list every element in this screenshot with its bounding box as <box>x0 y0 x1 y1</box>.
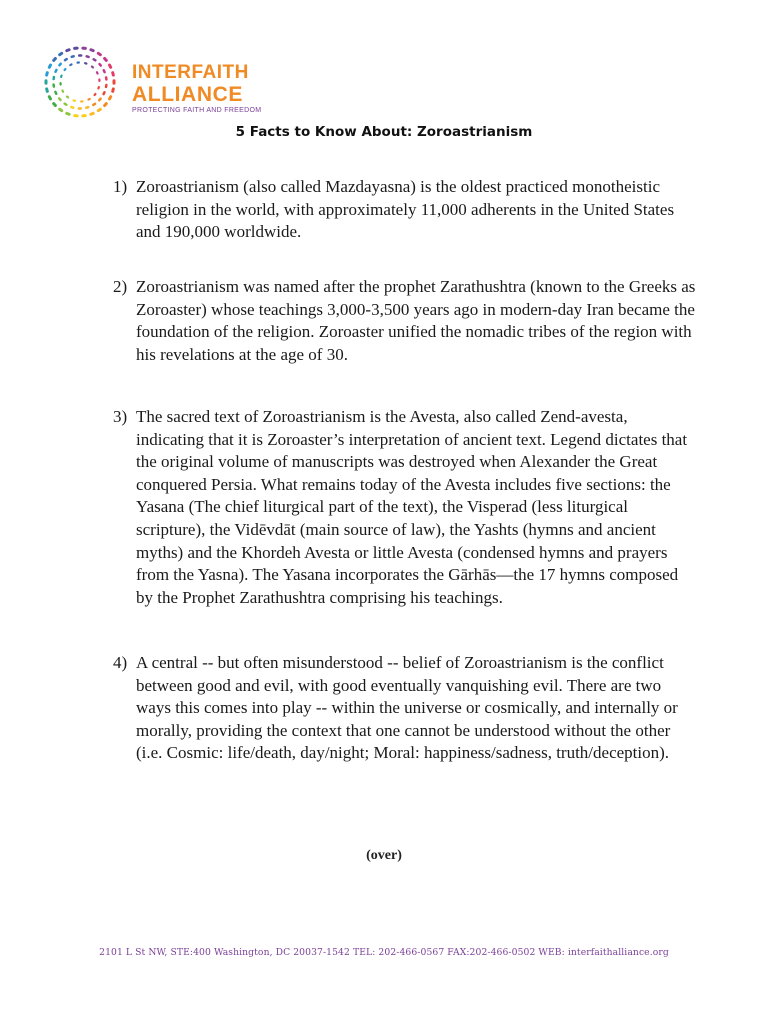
logo-dot <box>58 62 63 67</box>
logo-dot <box>63 57 68 62</box>
fact-text: Zoroastrianism (also called Mazdayasna) is the oldest practiced monotheistic religion in the world, with approximately 11,000 adherents in the United States and 190,000 worldwide. <box>136 177 675 242</box>
logo-dot <box>87 97 91 101</box>
logo-dot <box>105 84 108 89</box>
letterhead <box>40 42 340 122</box>
logo-dot <box>52 101 58 107</box>
fact-item <box>113 176 698 244</box>
logo-dot <box>54 90 58 95</box>
logo-dot <box>47 63 52 69</box>
logo-dot <box>85 106 90 110</box>
logo-dot <box>60 74 63 78</box>
footer-contact-line: 2101 L St NW, STE:400 Washington, DC 20037-1542 TEL: 202-466-0567 FAX:202-466-0502 WEB: interfaithalliance.org <box>99 947 669 958</box>
logo-dot <box>76 61 80 64</box>
logo-dot <box>72 99 76 102</box>
fact-text: Zoroastrianism was named after the prophet Zarathushtra (known to the Greeks as Zoroaster) whose teachings 3,000-3,500 years ago in modern-day Iran became the foundation of the religion. Zoroaster unified the nomadic tribes of the region with his revelations at the age of 30. <box>136 277 696 364</box>
fact-item <box>113 406 698 609</box>
fact-text: A central -- but often misunderstood -- belief of Zoroastrianism is the conflict between good and evil, with good eventually vanquishing evil. There are two ways this comes into play -- within the universe or cosmically, and internally or morally, providing the context that one cannot be understood without the other (i.e. Cosmic: life/death, day/night; Moral: happiness/sadness, truth/deception). <box>136 653 678 763</box>
logo-dot <box>96 107 102 113</box>
logo-dot <box>89 111 95 116</box>
logo-dot <box>113 79 116 85</box>
logo-dot <box>97 97 102 102</box>
logo-dot <box>96 51 102 57</box>
logo-dot <box>52 56 58 62</box>
logo-dot <box>103 56 109 62</box>
logo-dot <box>97 86 100 90</box>
logo-dot <box>63 102 68 107</box>
logo-dot <box>102 91 106 96</box>
logo-dot <box>111 71 115 77</box>
logo-dot <box>70 106 75 110</box>
org-name-line2: ALLIANCE <box>132 83 243 106</box>
logo-dot <box>103 101 109 107</box>
logo-dot <box>70 55 75 59</box>
logo-dot <box>90 65 94 69</box>
page-turn-note: (over) <box>366 848 402 863</box>
logo-dot <box>59 82 62 86</box>
logo-dot <box>61 89 65 93</box>
logo-dot <box>81 114 87 118</box>
fact-number: 4) <box>113 653 128 672</box>
logo-dot <box>107 95 112 101</box>
logo-dot <box>80 100 84 103</box>
logo-dot <box>45 71 49 77</box>
logo-dot <box>78 54 83 57</box>
logo-dot <box>84 62 88 65</box>
logo-dot <box>69 63 73 67</box>
logo-dot <box>52 76 55 81</box>
logo-dot <box>52 83 55 88</box>
logo-dot <box>65 111 71 116</box>
fact-number: 3) <box>113 407 128 426</box>
logo-dot <box>73 114 79 118</box>
logo-dot <box>45 79 48 85</box>
logo-dot <box>92 102 97 107</box>
interfaith-alliance-logo <box>40 42 120 122</box>
logo-dot <box>105 76 108 81</box>
org-name <box>132 62 261 114</box>
logo-dot <box>63 67 67 71</box>
logo-dot <box>85 55 90 59</box>
logo-dot <box>65 95 69 99</box>
logo-dot <box>58 51 64 57</box>
logo-dot <box>98 78 101 82</box>
fact-item <box>113 276 698 366</box>
logo-dot <box>81 46 87 50</box>
fact-text: The sacred text of Zoroastrianism is the Avesta, also called Zend-avesta, indicating that it is Zoroaster’s interpretation of ancient text. Legend dictates that the original volume of manuscripts was destroyed when Alexander the Great conquered Persia. What remains today of the Avesta includes five sections: the Yasana (The chief liturgical part of the text), the Visperad (less liturgical scripture), the Vidēvdāt (main source of law), the Yashts (hymns and ancient myths) and the Khordeh Avesta or little Avesta (condensed hymns and prayers from the Yasna). The Yasana incorporates the Gārhās—the 17 hymns composed by the Prophet Zarathushtra comprising his teachings. <box>136 407 688 607</box>
org-tagline: PROTECTING FAITH AND FREEDOM <box>132 107 262 114</box>
logo-dot <box>89 48 95 53</box>
logo-dot <box>58 107 64 113</box>
logo-dot <box>57 97 62 102</box>
logo-dot <box>98 62 103 67</box>
logo-dot <box>107 63 112 69</box>
org-name-line1: INTERFAITH <box>132 62 249 83</box>
fact-number: 1) <box>113 177 128 196</box>
logo-dot <box>111 87 115 93</box>
logo-dot <box>65 48 71 53</box>
logo-dot <box>78 107 83 110</box>
logo-dot <box>95 71 99 75</box>
logo-dot <box>45 87 49 93</box>
logo-dot <box>92 58 97 63</box>
logo-dot <box>102 69 106 74</box>
logo-dot <box>54 68 58 73</box>
fact-number: 2) <box>113 277 128 296</box>
fact-item <box>113 652 698 765</box>
logo-dot <box>47 95 52 101</box>
logo-dot <box>73 46 79 50</box>
logo-dot <box>93 92 97 96</box>
document-title: 5 Facts to Know About: Zoroastrianism <box>235 124 533 140</box>
